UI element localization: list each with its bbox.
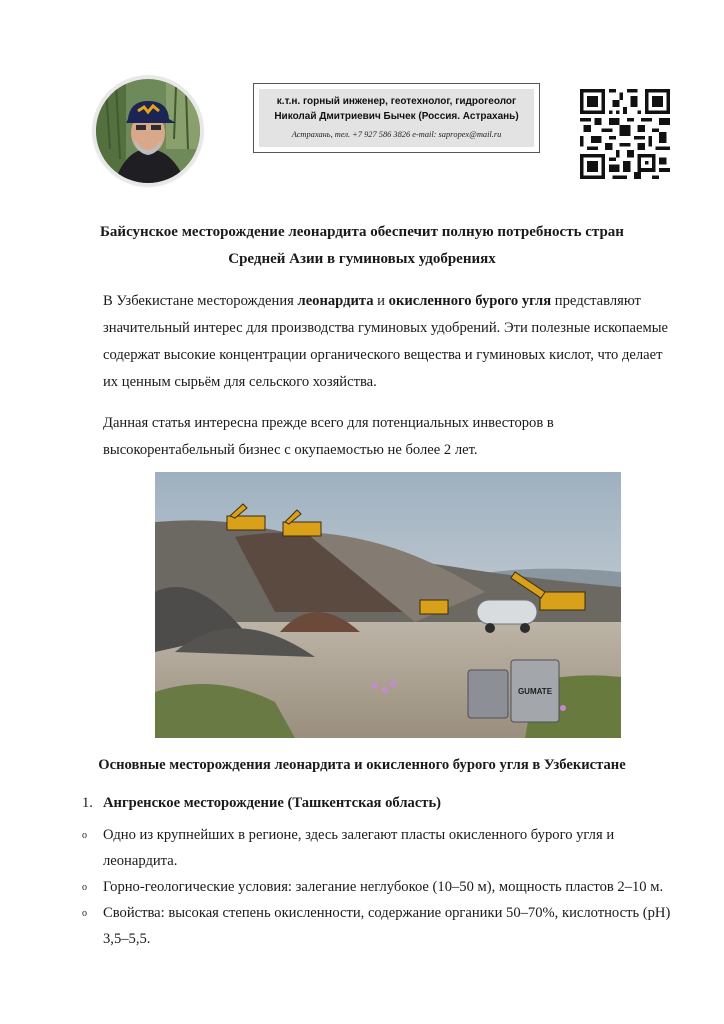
article-title-line-1: Байсунское месторождение леонардита обеспечит полную потребность стран <box>100 224 624 240</box>
author-photo <box>96 79 200 183</box>
deposit-title-angren: Ангренское месторождение (Ташкентская область) <box>103 795 442 811</box>
qr-code[interactable] <box>580 89 670 179</box>
paragraph-1-line-1 <box>103 288 683 315</box>
list-number: 1. <box>82 795 93 811</box>
p1-text-mid: и <box>373 293 389 309</box>
author-portrait-illustration <box>96 79 200 183</box>
bullet-marker: o <box>82 830 87 841</box>
paragraph-1-line-4: их ценным сырьём для сельского хозяйства. <box>103 374 377 390</box>
author-credentials <box>259 94 534 124</box>
contact-card-background <box>259 89 534 147</box>
quarry-photo <box>155 472 621 738</box>
p1-text-pre: В Узбекистане месторождения <box>103 293 298 309</box>
bullet-1-line-2: леонардита. <box>103 853 178 869</box>
bullet-3-line-1: Свойства: высокая степень окисленности, содержание органики 50–70%, кислотность (pH) <box>103 905 671 921</box>
bullet-marker: o <box>82 908 87 919</box>
author-contact-card <box>253 83 540 153</box>
paragraph-2-line-2: высокорентабельный бизнес с окупаемостью не более 2 лет. <box>103 442 478 458</box>
author-contacts: Астрахань, тел. +7 927 586 3826 e-mail: saprорех@mail.ru <box>291 130 502 139</box>
author-degree-line: к.т.н. горный инженер, геотехнолог, гидрогеолог <box>276 96 517 107</box>
term-oxidized-coal: окисленного бурого угля <box>388 293 552 309</box>
paragraph-1-line-2: значительный интерес для производства гуминовых удобрений. Эти полезные ископаемые <box>103 320 668 336</box>
bullet-3-line-2: 3,5–5,5. <box>103 931 151 947</box>
paragraph-2-line-1: Данная статья интересна прежде всего для потенциальных инвесторов в <box>103 415 554 431</box>
section-heading: Основные месторождения леонардита и окисленного бурого угля в Узбекистане <box>98 757 626 773</box>
p1-text-post: представляют <box>551 293 641 309</box>
paragraph-1-line-3: содержат высокие концентрации органического вещества и гуминовых кислот, что делает <box>103 347 663 363</box>
bullet-marker: o <box>82 882 87 893</box>
article-title-line-2: Средней Азии в гуминовых удобрениях <box>228 251 496 267</box>
bullet-2-line-1: Горно-геологические условия: залегание неглубокое (10–50 м), мощность пластов 2–10 м. <box>103 879 664 895</box>
author-name-line: Николай Дмитриевич Бычек (Россия. Астрахань) <box>274 111 519 122</box>
bullet-1-line-1: Одно из крупнейших в регионе, здесь залегают пласты окисленного бурого угля и <box>103 827 615 843</box>
quarry-illustration <box>155 472 621 738</box>
barrel-label: GUMATE <box>517 687 553 696</box>
qr-code-graphic <box>580 89 670 179</box>
term-leonardite: леонардита <box>297 293 374 309</box>
